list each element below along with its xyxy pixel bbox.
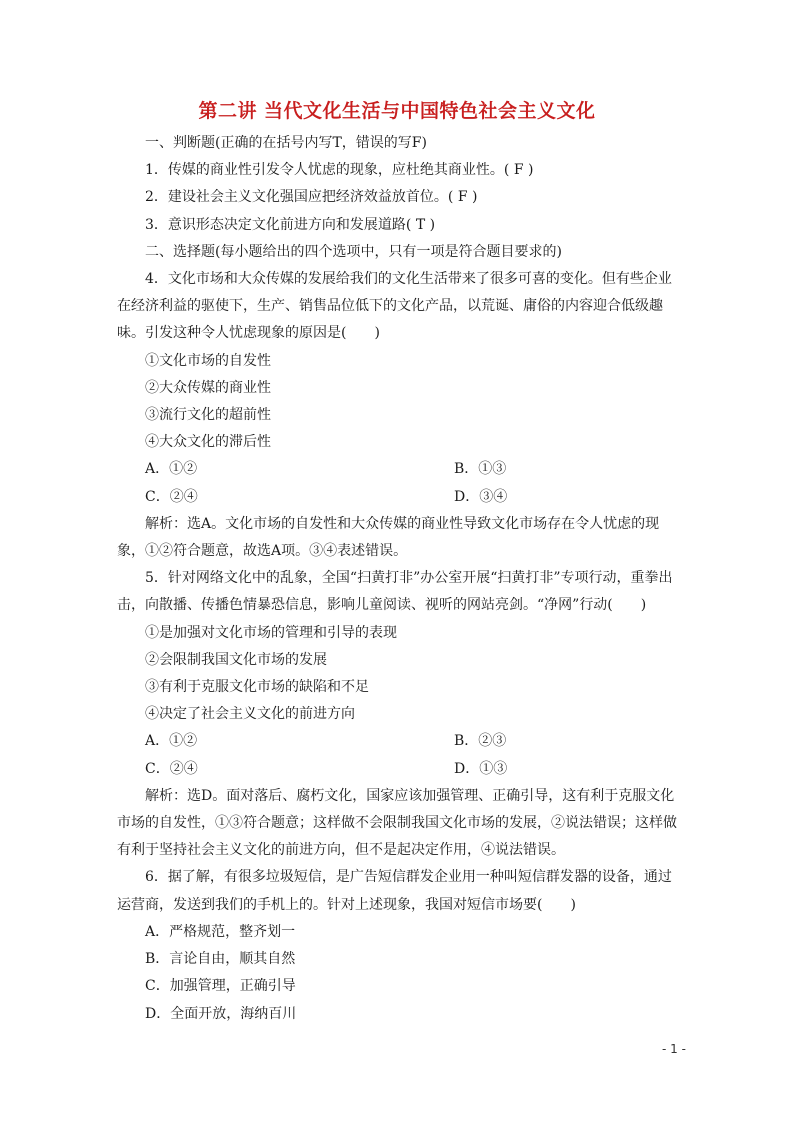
section-heading-choice: 二、选择题(每小题给出的四个选项中，只有一项是符合题目要求的) <box>145 243 562 260</box>
judgment-item-3: 3．意识形态决定文化前进方向和发展道路( T ) <box>145 216 436 233</box>
question-6-option-b: B．言论自由，顺其自然 <box>145 951 296 968</box>
question-4-item: ③流行文化的超前性 <box>145 407 271 424</box>
question-5-item: ②会限制我国文化市场的发展 <box>145 651 327 668</box>
question-6-option-a: A．严格规范，整齐划一 <box>145 923 296 940</box>
option-d: D．③④ <box>454 488 508 505</box>
question-6-option-d: D．全面开放，海纳百川 <box>145 1005 297 1022</box>
page-title: 第二讲 当代文化生活与中国特色社会主义文化 <box>198 100 596 122</box>
question-4-stem: 4．文化市场和大众传媒的发展给我们的文化生活带来了很多可喜的变化。但有些企业在经济利益的驱使下，生产、销售品位低下的文化产品，以荒诞、庸俗的内容迎合低级趣味。引发这种令人忧虑现象的原因是( ) <box>117 271 672 342</box>
judgment-item-1: 1．传媒的商业性引发令人忧虑的现象，应杜绝其商业性。( F ) <box>145 162 534 179</box>
option-c: C．②④ <box>145 488 198 505</box>
question-5-item: ①是加强对文化市场的管理和引导的表现 <box>145 624 397 641</box>
question-4-item: ④大众文化的滞后性 <box>145 434 271 451</box>
section-heading-judgment: 一、判断题(正确的在括号内写T，错误的写F) <box>145 135 427 151</box>
option-a: A．①② <box>145 461 198 478</box>
question-4-item: ①文化市场的自发性 <box>145 352 271 369</box>
option-b: B．②③ <box>454 733 507 750</box>
question-5-item: ③有利于克服文化市场的缺陷和不足 <box>145 679 369 696</box>
option-d: D．①③ <box>454 760 508 777</box>
question-5-options-row-1 <box>117 728 679 755</box>
question-5-stem: 5．针对网络文化中的乱象，全国“扫黄打非”办公室开展“扫黄打非”专项行动，重拳出击，向散播、传播色情暴恐信息，影响儿童阅读、视听的网站亮剑。“净网”行动( ) <box>117 570 673 614</box>
question-4-item: ②大众传媒的商业性 <box>145 379 271 396</box>
document-body <box>117 130 679 1028</box>
option-a: A．①② <box>145 733 198 750</box>
question-5-item: ④决定了社会主义文化的前进方向 <box>145 706 355 723</box>
question-4-options-row-1 <box>117 456 679 483</box>
question-4-analysis: 解析：选A。文化市场的自发性和大众传媒的商业性导致文化市场存在令人忧虑的现象，①②符合题意，故选A项。③④表述错误。 <box>117 515 660 560</box>
question-4-options-row-2 <box>117 484 679 511</box>
judgment-item-2: 2．建设社会主义文化强国应把经济效益放首位。( F ) <box>145 189 478 206</box>
question-5-options-row-2 <box>117 756 679 783</box>
page-number: - 1 - <box>662 1042 686 1056</box>
option-b: B．①③ <box>454 461 507 478</box>
question-6-option-c: C．加强管理，正确引导 <box>145 978 296 995</box>
question-6-stem: 6．据了解，有很多垃圾短信，是广告短信群发企业用一种叫短信群发器的设备，通过运营商，发送到我们的手机上的。针对上述现象，我国对短信市场要( ) <box>117 869 672 913</box>
option-c: C．②④ <box>145 760 198 777</box>
question-5-analysis: 解析：选D。面对落后、腐朽文化，国家应该加强管理、正确引导，这有利于克服文化市场的自发性，①③符合题意；这样做不会限制我国文化市场的发展，②说法错误；这样做有利于坚持社会主义文化的前进方向，但不是起决定作用，④说法错误。 <box>117 787 677 859</box>
